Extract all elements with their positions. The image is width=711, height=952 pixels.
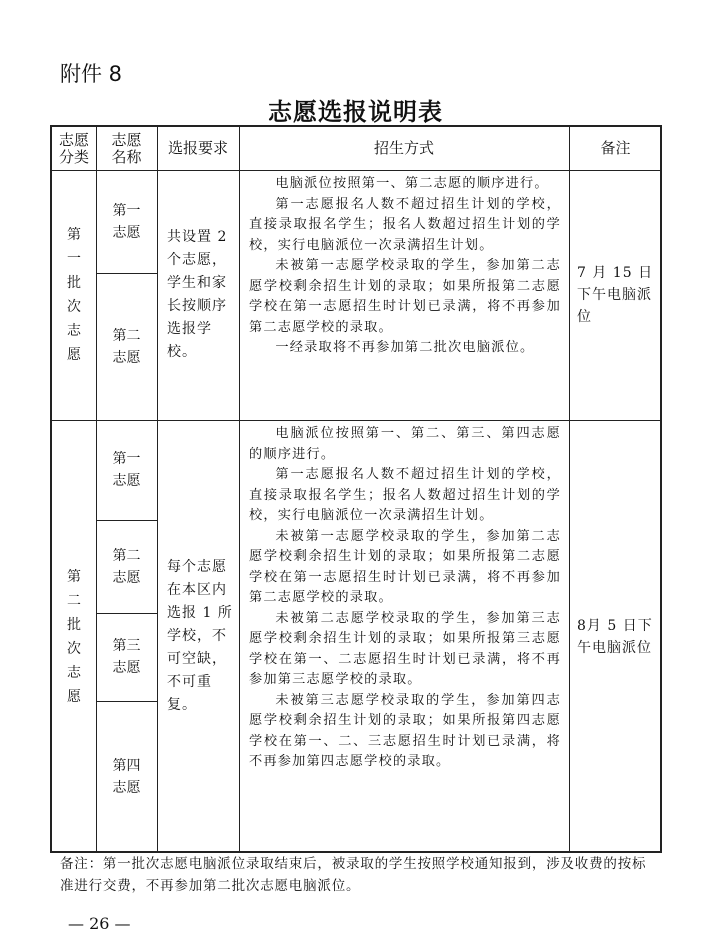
batch1-choice-2: 第二志愿 <box>112 327 141 366</box>
header-note: 备注 <box>600 139 631 157</box>
document-title: 志愿选报说明表 <box>268 97 443 126</box>
batch2-choice-3: 第三志愿 <box>112 638 141 676</box>
batch2-method-para-3: 未被第一志愿学校录取的学生，参加第二志愿学校剩余招生计划的录取；如果所报第二志愿学校在第一志愿招生时计划已录满，将不再参加第二志愿学校的录取。 <box>249 528 561 605</box>
batch1-method-para-2: 第一志愿报名人数不超过招生计划的学校，直接录取报名学生；报名人数超过招生计划的学校，实行电脑派位一次录满招生计划。 <box>249 196 561 253</box>
header-requirement: 选报要求 <box>167 139 228 157</box>
grid-line <box>157 127 158 853</box>
batch1-choice-1: 第一志愿 <box>112 202 141 241</box>
grid-line <box>52 420 662 421</box>
grid-line <box>96 701 157 702</box>
batch2-note: 8月 5 日下午电脑派位 <box>577 617 653 656</box>
grid-line <box>569 127 570 853</box>
batch2-label: 第二批次志愿 <box>67 568 81 705</box>
batch1-label: 第一批次志愿 <box>67 227 81 363</box>
batch2-requirement: 每个志愿在本区内选报 1 所学校，不可空缺，不可重复。 <box>167 559 233 713</box>
grid-line <box>52 170 662 171</box>
footnote: 备注：第一批次志愿电脑派位录取结束后，被录取的学生按照学校通知报到，涉及收费的按标准进行交费，不再参加第二批次志愿电脑派位。 <box>60 856 647 894</box>
batch2-choice-4: 第四志愿 <box>112 758 141 796</box>
batch1-note: 7 月 15 日下午电脑派位 <box>577 265 654 325</box>
grid-line <box>96 520 157 521</box>
batch1-method-para-1: 电脑派位按照第一、第二志愿的顺序进行。 <box>275 176 549 191</box>
batch2-method-para-5: 未被第三志愿学校录取的学生，参加第四志愿学校剩余招生计划的录取；如果所报第四志愿学校在第一、二、三志愿招生时计划已录满，将不再参加第四志愿学校的录取。 <box>249 692 561 769</box>
header-batch: 志愿分类 <box>58 130 89 166</box>
header-method: 招生方式 <box>373 139 434 157</box>
batch2-choice-1: 第一志愿 <box>112 451 141 489</box>
batch1-method-para-4: 一经录取将不再参加第二批次电脑派位。 <box>275 340 535 355</box>
grid-line <box>96 127 97 853</box>
batch1-method <box>239 170 569 420</box>
batch2-method-para-4: 未被第二志愿学校录取的学生，参加第三志愿学校剩余招生计划的录取；如果所报第三志愿学校在第一、二志愿招生时计划已录满，将不再参加第三志愿学校的录取。 <box>249 610 561 687</box>
volunteer-table <box>50 125 662 853</box>
batch2-choice-2: 第二志愿 <box>112 547 141 586</box>
grid-line <box>96 273 157 274</box>
batch1-method-para-3: 未被第一志愿学校录取的学生，参加第二志愿学校剩余招生计划的录取；如果所报第二志愿学校在第一志愿招生时计划已录满，将不再参加第二志愿学校的录取。 <box>249 258 561 335</box>
grid-line <box>239 127 240 853</box>
batch2-method-para-1: 电脑派位按照第一、第二、第三、第四志愿的顺序进行。 <box>249 426 561 462</box>
batch1-requirement: 共设置 2 个志愿，学生和家长按顺序选报学校。 <box>167 229 228 360</box>
batch2-method-para-2: 第一志愿报名人数不超过招生计划的学校，直接录取报名学生；报名人数超过招生计划的学校，实行电脑派位一次录满招生计划。 <box>249 467 561 523</box>
batch2-method <box>239 420 569 853</box>
header-name: 志愿名称 <box>111 130 142 166</box>
page-number: — 26 — <box>68 914 131 933</box>
grid-line <box>96 613 157 614</box>
attachment-label: 附件 8 <box>60 62 123 86</box>
